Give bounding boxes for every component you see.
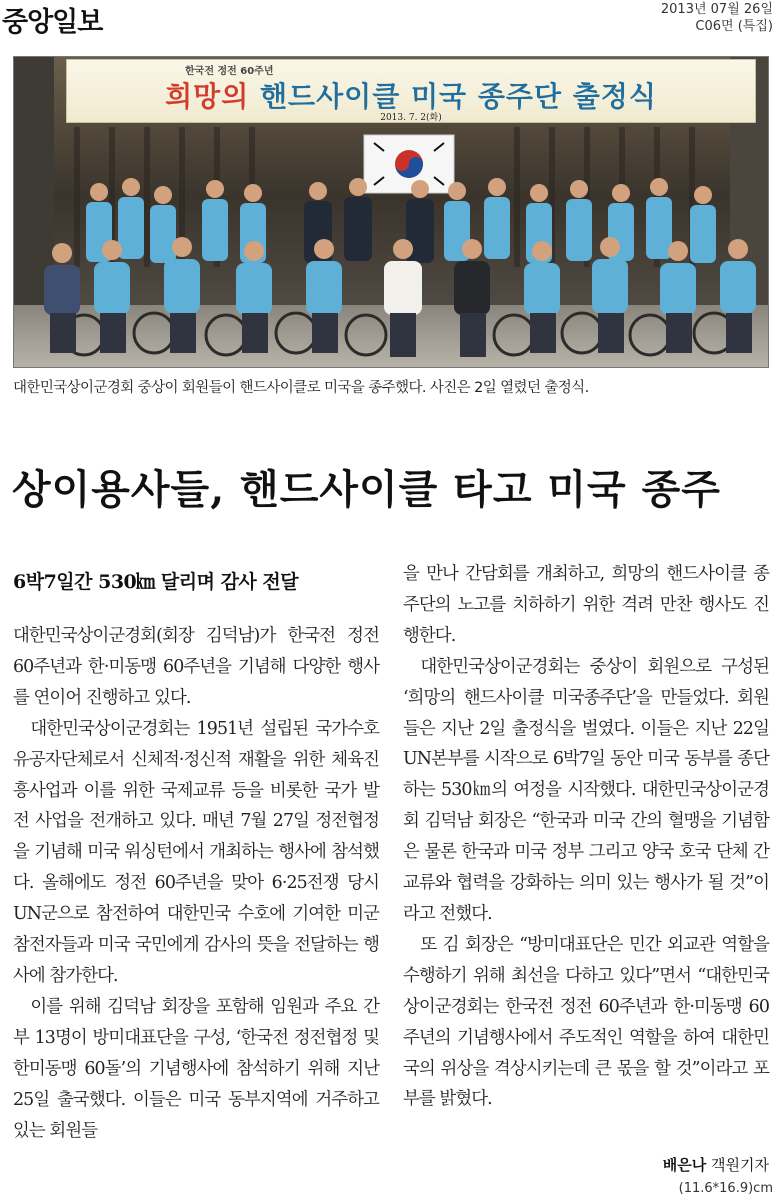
body-paragraph: 대한민국상이군경회는 중상이 회원으로 구성된 ‘희망의 핸드사이클 미국종주단’을 만들었다. 회원들은 지난 2일 출정식을 벌였다. 이들은 지난 22일 UN본부를 시작으로 6박7일 동안 미국 동부를 종단하는 530㎞의 여정을 시작했다. 대한민국상이군경회 김덕남 회장은 “한국과 미국 간의 혈맹을 기념함은 물론 한국과 미국 정부 그리고 양국 호국 단체 간 교류와 협력을 강화하는 의미 있는 행사가 될 것”이라고 전했다.	[403, 656, 769, 924]
body-paragraph: 대한민국상이군경회(회장 김덕남)가 한국전 정전 60주년과 한·미동맹 60주년을 기념해 다양한 행사를 연이어 진행하고 있다.	[13, 626, 379, 708]
article-photo	[13, 56, 769, 368]
body-column-right	[403, 559, 769, 1115]
banner-title	[67, 75, 755, 115]
body-paragraph: 대한민국상이군경회는 1951년 설립된 국가수호유공자단체로서 신체적·정신적 재활을 위한 체육진흥사업과 이를 위한 국제교류 등을 비롯한 국가 발전 사업을 전개하고 있다. 매년 7월 27일 정전협정을 기념해 미국 워싱턴에서 개최하는 행사에 참석했다. 올해에도 정전 60주년을 맞아 6·25전쟁 당시 UN군으로 참전하여 대한민국 수호에 기여한 미군 참전자들과 미국 국민에게 감사의 뜻을 전달하는 행사에 참가한다.	[13, 718, 379, 986]
body-paragraph: 을 만나 간담회를 개최하고, 희망의 핸드사이클 종주단의 노고를 치하하기 위한 격려 만찬 행사도 진행한다.	[403, 564, 769, 646]
body-column-left	[13, 621, 379, 1146]
event-banner	[66, 59, 756, 123]
article-subhead: 6박7일간 530㎞ 달리며 감사 전달	[13, 571, 299, 593]
banner-title-rest: 핸드사이클 미국 종주단 출정식	[249, 80, 657, 113]
dateline	[661, 1, 773, 35]
page-number: C06면 (특집)	[695, 19, 773, 34]
reporter-name: 배은나	[662, 1156, 707, 1174]
body-paragraph: 이를 위해 김덕남 회장을 포함해 임원과 주요 간부 13명이 방미대표단을 구성, ‘한국전 정전협정 및 한미동맹 60돌’의 기념행사에 참석하기 위해 지난 25일 출국했다. 이들은 미국 동부지역에 거주하고 있는 회원들	[13, 996, 379, 1141]
newspaper-masthead: 중앙일보	[2, 7, 103, 38]
byline	[663, 1154, 769, 1175]
banner-date: 2013. 7. 2(화)	[380, 113, 442, 123]
body-paragraph: 또 김 회장은 “방미대표단은 민간 외교관 역할을 수행하기 위해 최선을 다하고 있다”면서 “대한민국상이군경회는 한국전 정전 60주년과 한·미동맹 60주년의 기념행사에서 주도적인 역할을 하여 대한민국의 위상을 격상시키는데 큰 몫을 할 것”이라고 포부를 밝혔다.	[403, 934, 769, 1110]
photo-caption: 대한민국상이군경회 중상이 회원들이 핸드사이클로 미국을 종주했다. 사진은 2일 열렸던 출정식.	[13, 380, 589, 396]
article-headline: 상이용사들, 핸드사이클 타고 미국 종주	[12, 466, 721, 513]
reporter-role: 객원기자	[706, 1156, 769, 1174]
publication-date: 2013년 07월 26일	[660, 2, 773, 17]
banner-subtitle: 한국전 정전 60주년	[185, 66, 274, 77]
banner-title-highlight: 희망의	[165, 80, 250, 113]
clipping-size-note: (11.6*16.9)cm	[678, 1181, 773, 1196]
